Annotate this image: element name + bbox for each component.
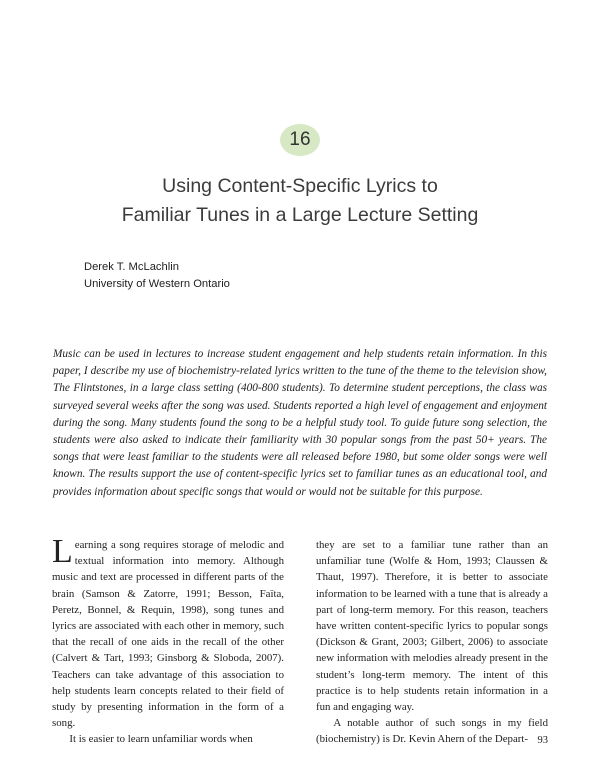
body-paragraph: [52, 533, 284, 731]
abstract: Music can be used in lectures to increase student engagement and help students retain information. In this paper, I describe my use of biochemistry-related lyrics written to the tune of the theme to the television show, The Flintstones, in a large class setting (400-800 students). To determine student perceptions, the class was surveyed several weeks after the song was used. Students reported a high level of engagement and enjoyment during the song. Many students found the song to be a helpful study tool. To guide future song selection, the students were also asked to indicate their familiarity with 30 popular songs from the past 50+ years. The songs that were least familiar to the students were all released before 1980, but some older songs were well known. The results support the use of content-specific lyrics set to familiar tunes as an educational tool, and provides information about specific songs that would or would not be suitable for this purpose.: [53, 348, 547, 498]
body-column-right: [316, 537, 548, 748]
body-paragraph: they are set to a familiar tune rather than an unfamiliar tune (Wolfe & Hom, 1993; Claussen & Thaut, 1997). Therefore, it is better to associate information to be learned with a tune that is already a part of long-term memory. For this reason, teachers have written content-specific lyrics to popular songs (Dickson & Grant, 2003; Gilbert, 2006) to associate new information with melodies already present in the student’s long-term memory. The intent of this practice is to help students retain information in a fun and engaging way.: [316, 539, 548, 714]
body-paragraph: A notable author of such songs in my field (biochemistry) is Dr. Kevin Ahern of the Depart-: [316, 717, 548, 746]
chapter-number-badge: [280, 124, 320, 156]
author-affiliation: University of Western Ontario: [84, 278, 230, 290]
chapter-number: 16: [289, 129, 311, 150]
chapter-title-line-2: Familiar Tunes in a Large Lecture Setting: [121, 204, 479, 226]
page-number: 93: [537, 735, 548, 746]
chapter-title-line-1: Using Content-Specific Lyrics to: [162, 175, 438, 197]
body-column-left: [52, 533, 284, 748]
chapter-title: [40, 172, 560, 230]
author-block: [84, 259, 230, 293]
body-paragraph-text: earning a song requires storage of melodic and textual information into memory. Although music and text are processed in different parts of the brain (Samson & Zatorre, 1991; Besson, Faïta, Peretz, Bonnel, & Requin, 1998), song tunes and lyrics are associated with each other in memory, such that the recall of one aids in the recall of the other (Calvert & Tart, 1993; Ginsborg & Sloboda, 2007). Teachers can take advantage of this association to help students learn concepts related to their field of study by presenting information in the form of a song.: [52, 539, 284, 730]
drop-cap: L: [52, 533, 73, 570]
author-name: Derek T. McLachlin: [84, 261, 179, 273]
body-paragraph: It is easier to learn unfamiliar words when: [69, 733, 253, 746]
